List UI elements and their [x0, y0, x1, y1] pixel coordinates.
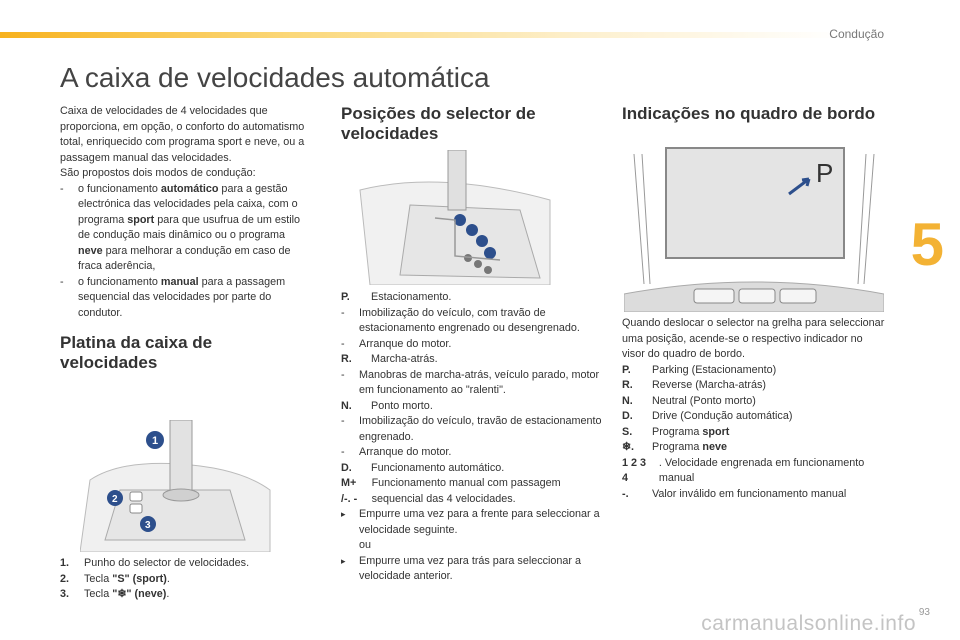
position-definition: P. Estacionamento.: [341, 291, 452, 303]
legend-item: 2. Tecla "S" (sport) .: [60, 572, 170, 585]
selector-positions-heading: Posições do selector de velocidades: [341, 104, 536, 143]
indication-item: D. Drive (Condução automática): [622, 410, 793, 422]
selector-positions-list: [341, 290, 611, 585]
position-detail: - Arranque do motor.: [341, 337, 611, 353]
svg-text:1: 1: [152, 435, 159, 447]
legend-item: 1. Punho do selector de velocidades.: [60, 557, 250, 569]
indication-item: 1 2 3 4 . Velocidade engrenada em funcionamento manual: [622, 456, 865, 484]
indication-items: [622, 363, 887, 503]
intro-paragraph: Caixa de velocidades de 4 velocidades que proporciona, em opção, o conforto do automatismo total, enriquecido com programa sport e neve, ou a passagem manual das velocidades.: [60, 105, 305, 164]
position-detail: ou: [359, 539, 372, 551]
platina-legend: [60, 556, 310, 603]
mode-automatic: - o funcionamento automático para a gestão electrónica das velocidades pela caixa, com o programa sport para que usufrua de um estilo de condução mais dinâmico ou o programa neve para melhorar a condução em caso de fraca aderência,: [60, 182, 310, 275]
header-accent-bar: [0, 32, 840, 38]
modes-intro: São propostos dois modos de condução:: [60, 167, 256, 179]
dashboard-indications-list: [622, 316, 887, 502]
indication-item: N. Neutral (Ponto morto): [622, 394, 756, 407]
indications-intro: Quando deslocar o selector na grelha para seleccionar uma posição, acende-se o respectivo indicador no visor do quadro de bordo.: [622, 317, 885, 360]
legend-item: 3. Tecla "❄" (neve) .: [60, 588, 170, 600]
column-2: [341, 104, 606, 150]
dashboard-indications-heading: Indicações no quadro de bordo: [622, 104, 876, 123]
position-detail: - Imobilização do veículo, com travão de estacionamento engrenado ou desengrenado.: [341, 306, 611, 337]
indication-item: ❄. Programa neve: [622, 441, 728, 453]
position-n: [476, 235, 488, 247]
position-detail: - Manobras de marcha-atrás, veículo parado, motor em funcionamento ao "ralenti".: [341, 368, 611, 399]
position-definition: M+ /-. - Funcionamento manual com passagem sequencial das 4 velocidades.: [341, 477, 561, 505]
column-1: [60, 104, 310, 379]
indication-item: S. Programa sport: [622, 425, 730, 438]
position-d: [484, 247, 496, 259]
gear-selector-plate-illustration: [80, 420, 275, 552]
position-detail: - Arranque do motor.: [341, 445, 611, 461]
mode-manual: - o funcionamento manual para a passagem sequencial das velocidades por parte do condutor.: [60, 275, 310, 322]
column-3: [622, 104, 892, 130]
position-detail: - Imobilização do veículo, travão de estacionamento engrenado.: [341, 414, 611, 445]
svg-text:2: 2: [112, 494, 118, 505]
position-definition: N. Ponto morto.: [341, 399, 433, 412]
section-label: Condução: [829, 27, 884, 41]
indication-item: P. Parking (Estacionamento): [622, 363, 777, 376]
watermark: carmanualsonline.info: [701, 612, 916, 635]
position-definition: D. Funcionamento automático.: [341, 461, 505, 474]
indication-item: R. Reverse (Marcha-atrás): [622, 379, 766, 391]
page-title: A caixa de velocidades automática: [60, 62, 490, 93]
indication-item: -. Valor inválido em funcionamento manual: [622, 487, 847, 500]
page-number: 93: [918, 607, 930, 618]
chapter-number: 5: [910, 211, 944, 278]
instrument-cluster-illustration: [624, 144, 884, 312]
svg-text:3: 3: [145, 520, 151, 531]
position-detail: ▸ Empurre uma vez para trás para seleccionar a velocidade anterior.: [341, 554, 611, 585]
position-p: [454, 214, 466, 226]
display-letter: P: [816, 158, 834, 188]
selector-positions-illustration: [340, 150, 555, 285]
position-r: [466, 224, 478, 236]
position-definition: R. Marcha-atrás.: [341, 353, 438, 365]
position-detail: ▸ Empurre uma vez para a frente para seleccionar a velocidade seguinte.: [341, 507, 611, 538]
platina-heading: Platina da caixa de velocidades: [60, 333, 213, 372]
